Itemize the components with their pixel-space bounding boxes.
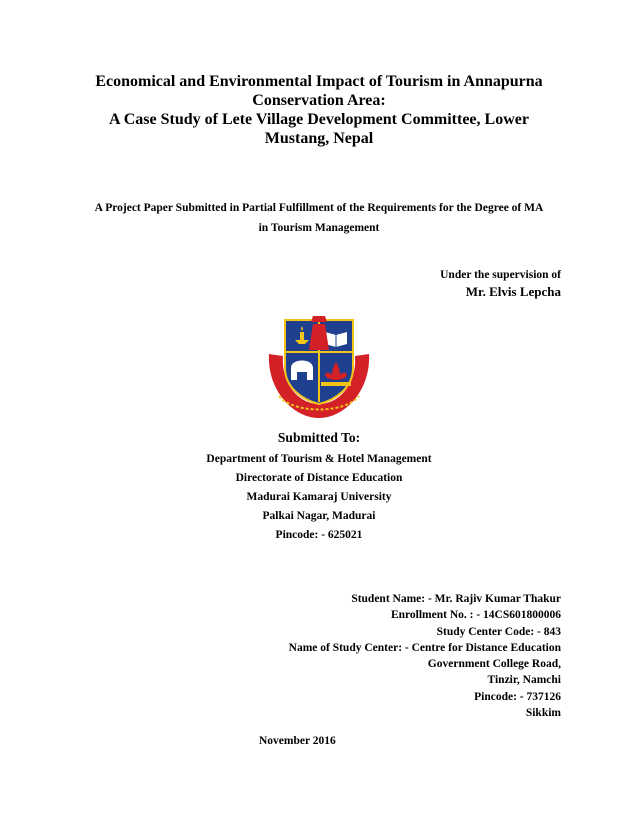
- submitted-to-line: Pincode: - 625021: [275, 529, 363, 541]
- submitted-to-line: Madurai Kamaraj University: [246, 491, 392, 503]
- student-info-line: Sikkim: [525, 707, 561, 720]
- subtitle-line: in Tourism Management: [258, 222, 380, 234]
- submitted-to-block: [0, 428, 638, 545]
- title-line: Conservation Area:: [252, 92, 386, 109]
- project-subtitle: [0, 198, 638, 238]
- document-title: [0, 72, 638, 148]
- title-line: Economical and Environmental Impact of Tourism in Annapurna: [95, 73, 543, 90]
- student-info-line: Tinzir, Namchi: [487, 674, 561, 687]
- student-info-line: Student Name: - Mr. Rajiv Kumar Thakur: [351, 593, 561, 605]
- supervision-label: Under the supervision of: [440, 269, 561, 281]
- submission-date: November 2016: [259, 735, 336, 747]
- student-info-line: Government College Road,: [427, 658, 561, 671]
- supervision-block: [440, 268, 561, 300]
- student-info-line: Study Center Code: - 843: [436, 625, 561, 638]
- submitted-to-line: Palkai Nagar, Madurai: [262, 510, 376, 522]
- title-line: A Case Study of Lete Village Development Committee, Lower: [109, 111, 529, 128]
- student-info-block: [289, 591, 561, 721]
- submitted-to-line: Directorate of Distance Education: [235, 472, 403, 484]
- submitted-to-line: Department of Tourism & Hotel Management: [206, 453, 432, 465]
- student-info-line: Pincode: - 737126: [474, 690, 561, 703]
- supervisor-name: Mr. Elvis Lepcha: [465, 284, 561, 299]
- submitted-to-heading: Submitted To:: [277, 430, 361, 445]
- student-info-line: Enrollment No. : - 14CS601800006: [390, 609, 561, 622]
- university-crest-icon: [263, 310, 375, 422]
- title-line: Mustang, Nepal: [264, 130, 374, 147]
- subtitle-line: A Project Paper Submitted in Partial Fulfillment of the Requirements for the Degree of MA: [94, 202, 544, 214]
- student-info-line: Name of Study Center: - Centre for Distance Education: [288, 641, 561, 654]
